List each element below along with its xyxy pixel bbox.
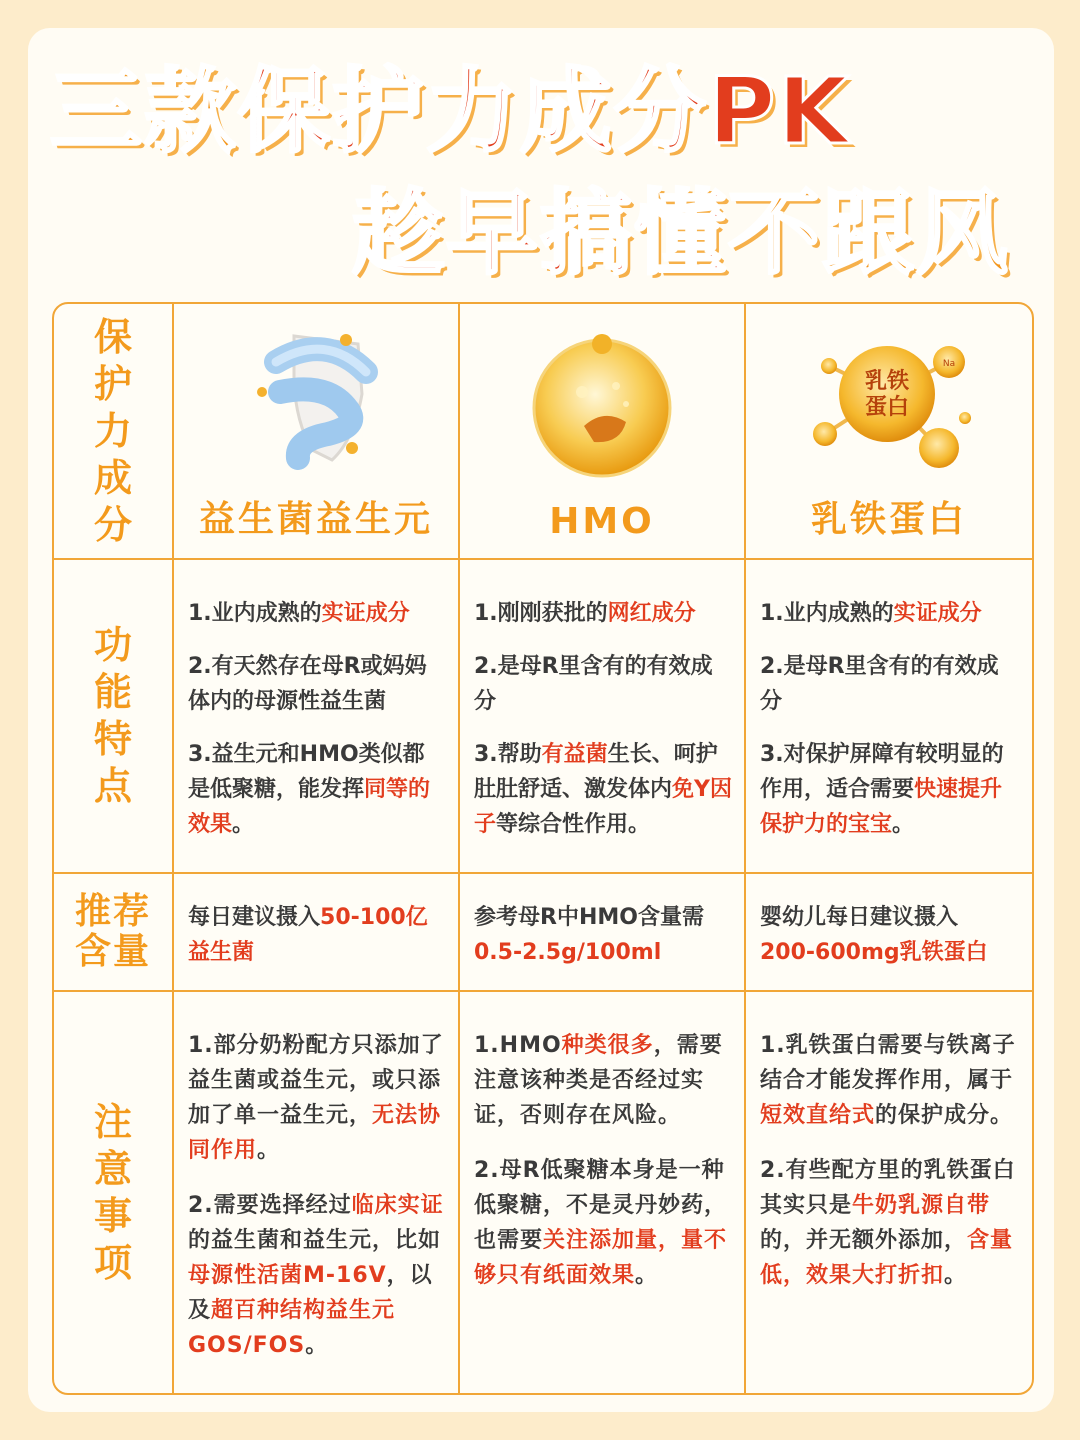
ingredient-name-probiotics: 益生菌益生元 — [198, 499, 433, 540]
dose-lactoferrin: 婴幼儿每日建议摄入 200-600mg乳铁蛋白 — [746, 874, 1032, 992]
title-line-2-part-a: 趁早搞懂 — [352, 180, 729, 287]
notes-hmo — [460, 992, 746, 1393]
atom-label: Na — [942, 359, 956, 369]
ingredient-name-hmo: HMO — [549, 501, 655, 542]
row-dose — [54, 874, 1032, 992]
features-probiotics — [174, 560, 460, 874]
feature-item: 1.业内成熟的实证成分 — [760, 601, 982, 626]
row-header-features: 功能特点 — [54, 560, 174, 874]
notes-probiotics — [174, 992, 460, 1393]
note-item: 2.母R低聚糖本身是一种低聚糖，不是灵丹妙药，也需要关注添加量，量不够只有纸面效果。 — [474, 1158, 728, 1288]
ingredient-cell-hmo — [460, 304, 746, 560]
lactoferrin-molecule-icon — [789, 322, 989, 482]
features-hmo — [460, 560, 746, 874]
note-item: 1.HMO种类很多，需要注意该种类是否经过实证，否则存在风险。 — [474, 1033, 723, 1128]
feature-item: 3.益生元和HMO类似都是低聚糖，能发挥同等的效果。 — [188, 742, 431, 837]
feature-item: 2.是母R里含有的有效成分 — [760, 654, 999, 714]
ingredient-name-lactoferrin: 乳铁蛋白 — [810, 499, 967, 540]
golden-droplet-icon — [522, 322, 682, 492]
feature-item: 1.业内成熟的实证成分 — [188, 601, 410, 626]
title-line-1-part-b: 保护力成分PK — [238, 58, 851, 165]
probiotic-shield-icon — [236, 322, 396, 482]
row-features — [54, 560, 1032, 874]
note-item: 1.乳铁蛋白需要与铁离子结合才能发挥作用，属于短效直给式的保护成分。 — [760, 1033, 1016, 1128]
note-item: 2.有些配方里的乳铁蛋白其实只是牛奶乳源自带的，并无额外添加，含量低，效果大打折扣。 — [760, 1158, 1016, 1288]
title-line-2-part-b: 不跟风 — [728, 180, 1011, 287]
row-header-dose: 推荐含量 — [54, 874, 174, 992]
comparison-table — [52, 302, 1034, 1395]
feature-item: 3.对保护屏障有较明显的作用，适合需要快速提升保护力的宝宝。 — [760, 742, 1004, 837]
ingredient-cell-probiotics — [174, 304, 460, 560]
note-item: 2.需要选择经过临床实证的益生菌和益生元，比如母源性活菌M-16V，以及超百种结构益生元GOS/FOS。 — [188, 1193, 444, 1358]
feature-item: 2.是母R里含有的有效成分 — [474, 654, 713, 714]
title-line-1-part-a: 三款 — [50, 58, 239, 165]
title-line-1 — [50, 58, 851, 165]
feature-item: 2.有天然存在母R或妈妈体内的母源性益生菌 — [188, 654, 427, 714]
row-protect — [54, 304, 1032, 560]
title-line-2 — [352, 180, 1011, 287]
features-lactoferrin — [746, 560, 1032, 874]
feature-item: 3.帮助有益菌生长、呵护肚肚舒适、激发体内免Y因子等综合性作用。 — [474, 742, 732, 837]
row-header-notes: 注意事项 — [54, 992, 174, 1393]
note-item: 1.部分奶粉配方只添加了益生菌或益生元，或只添加了单一益生元，无法协同作用。 — [188, 1033, 444, 1163]
lactoferrin-badge-text: 乳铁蛋白 — [864, 369, 910, 420]
row-notes — [54, 992, 1032, 1393]
row-header-protect: 保护力成分 — [54, 304, 174, 560]
feature-item: 1.刚刚获批的网红成分 — [474, 601, 696, 626]
dose-hmo: 参考母R中HMO含量需 0.5-2.5g/100ml — [460, 874, 746, 992]
notes-lactoferrin — [746, 992, 1032, 1393]
ingredient-cell-lactoferrin — [746, 304, 1032, 560]
dose-probiotics: 每日建议摄入50-100亿益生菌 — [174, 874, 460, 992]
